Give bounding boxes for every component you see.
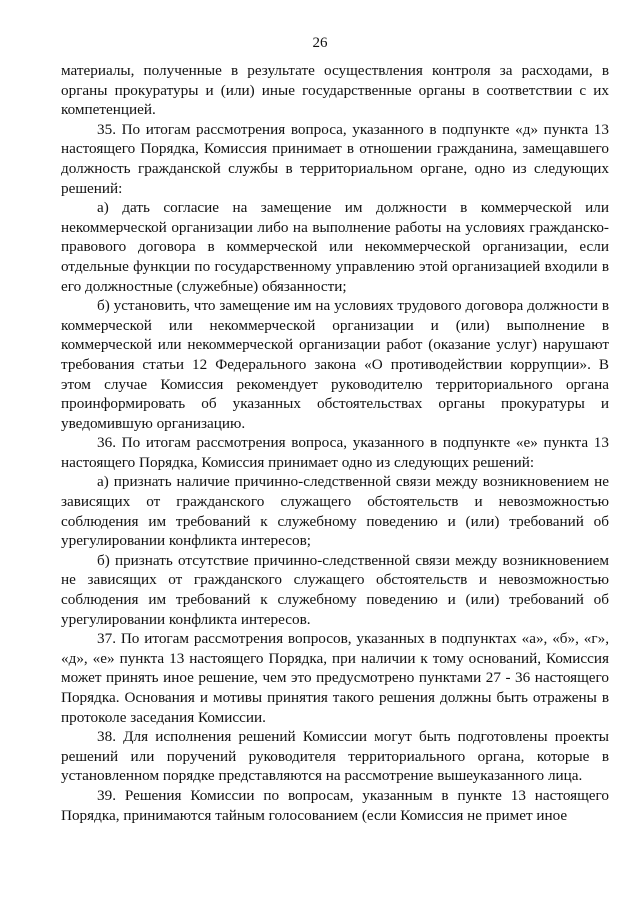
paragraph-36: 36. По итогам рассмотрения вопроса, указанного в подпункте «е» пункта 13 настоящего Порядка, Комиссия принимает одно из следующих решений:: [61, 434, 609, 471]
paragraph-39: 39. Решения Комиссии по вопросам, указанным в пункте 13 настоящего Порядка, принимаются тайным голосованием (если Комиссия не примет иное: [61, 786, 609, 824]
paragraph-35-a: а) дать согласие на замещение им должности в коммерческой или некоммерческой организации либо на выполнение работы на условиях гражданско-правового договора в коммерческой или некоммерческой организации, если отдельные функции по государственному управлению этой организацией входили в его должностные (служебные) обязанности;: [61, 199, 609, 295]
paragraph-continuation: материалы, полученные в результате осуществления контроля за расходами, в органы прокуратуры и (или) иные государственные органы в соответствии с их компетенцией.: [61, 62, 609, 119]
paragraph-37: 37. По итогам рассмотрения вопросов, указанных в подпунктах «а», «б», «г», «д», «е» пункта 13 настоящего Порядка, при наличии к тому оснований, Комиссия может принять иное решение, чем это предусмотрено пунктами 27 - 36 настоящего Порядка. Основания и мотивы принятия такого решения должны быть отражены в протоколе заседания Комиссии.: [61, 630, 609, 726]
page-number: 26: [312, 35, 328, 51]
paragraph-38: 38. Для исполнения решений Комиссии могут быть подготовлены проекты решений или поручений руководителя территориального органа, которые в установленном порядке представляются на рассмотрение вышеуказанного лица.: [61, 728, 609, 785]
paragraph-35: 35. По итогам рассмотрения вопроса, указанного в подпункте «д» пункта 13 настоящего Порядка, Комиссия принимает в отношении гражданина, замещавшего должность гражданской службы в территориальном органе, одно из следующих решений:: [61, 120, 609, 197]
paragraph-36-a: а) признать наличие причинно-следственной связи между возникновением не зависящих от гражданского служащего обстоятельств и невозможностью соблюдения им требований к служебному поведению и (или) требований об урегулировании конфликта интересов;: [61, 473, 609, 550]
document-body: [61, 61, 609, 825]
paragraph-36-b: б) признать отсутствие причинно-следственной связи между возникновением не зависящих от гражданского служащего обстоятельств и невозможностью соблюдения им требований к служебному поведению и (или) требований об урегулировании конфликта интересов.: [61, 551, 609, 628]
paragraph-35-b: б) установить, что замещение им на условиях трудового договора должности в коммерческой или некоммерческой организации и (или) выполнение в коммерческой или некоммерческой организации работ (оказание услуг) нарушают требования статьи 12 Федерального закона «О противодействии коррупции». В этом случае Комиссия рекомендует руководителю территориального органа проинформировать об указанных обстоятельствах органы прокуратуры и уведомившую организацию.: [61, 297, 609, 432]
